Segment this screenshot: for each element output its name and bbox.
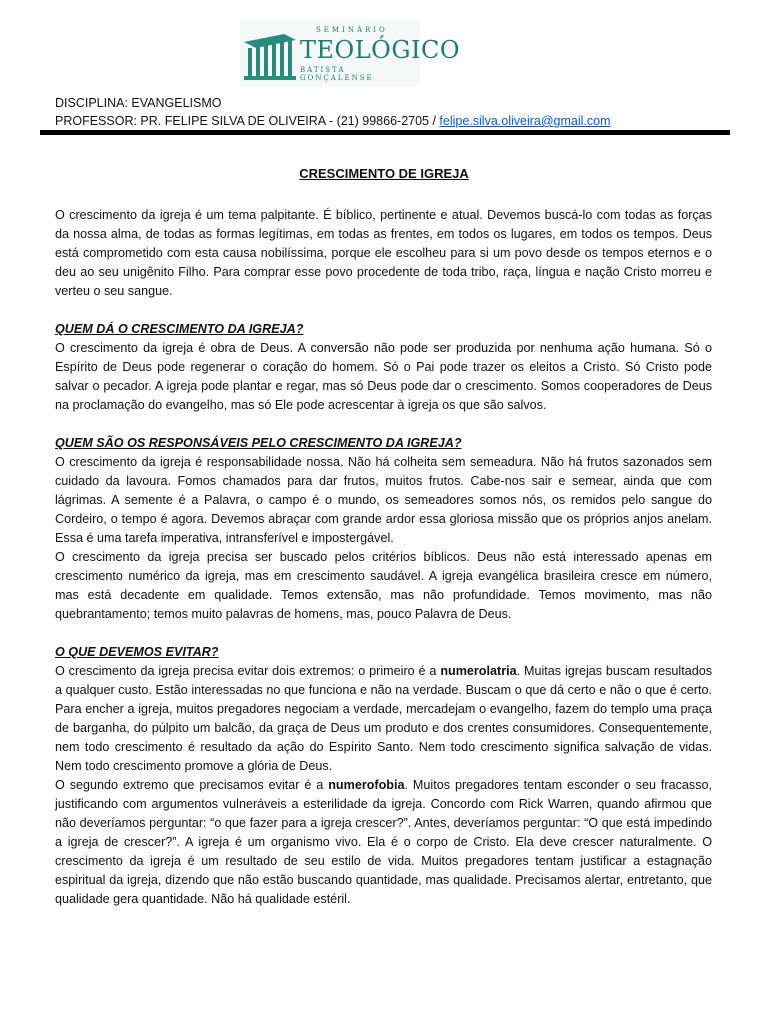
paragraph-text: O crescimento da igreja precisa evitar dois extremos: o primeiro é a [55,664,441,678]
logo-line-3: BATISTA GONÇALENSE [300,66,374,82]
document-header [55,94,611,130]
emphasis-term: numerolatria [440,664,517,678]
building-icon [240,20,300,86]
professor-line [55,112,611,130]
page-title: CRESCIMENTO DE IGREJA [299,166,469,181]
seminary-logo [240,20,461,86]
body-paragraph [55,776,712,909]
section-heading: QUEM SÃO OS RESPONSÁVEIS PELO CRESCIMENTO DA IGREJA? [55,436,462,450]
document-body [55,206,712,909]
body-paragraph [55,662,712,776]
logo-line-2: TEOLÓGICO [300,36,461,64]
professor-text: PROFESSOR: PR. FELIPE SILVA DE OLIVEIRA - (21) 99866-2705 / [55,114,440,128]
header-divider [40,130,730,135]
discipline-line: DISCIPLINA: EVANGELISMO [55,96,222,110]
paragraph-text: O segundo extremo que precisamos evitar é a [55,778,329,792]
section-heading: O QUE DEVEMOS EVITAR? [55,645,219,659]
logo-line-1: SEMINÁRIO [316,26,388,34]
emphasis-term: numerofobia [328,778,405,792]
intro-paragraph: O crescimento da igreja é um tema palpitante. É bíblico, pertinente e atual. Devemos buscá-lo com todas as forças da nossa alma, de todas as formas legítimas, em todas as frentes, em todos os lugares, em todos os tempos. Deus está comprometido com esta causa nobilíssima, porque ele escolheu para si um povo desde os tempos eternos e o deu ao seu unigênito Filho. Para comprar esse povo procedente de toda tribo, raça, língua e nação Cristo morreu e verteu o seu sangue. [55,208,712,298]
paragraph-text: . Muitas igrejas buscam resultados a qualquer custo. Estão interessadas no que funciona e não na verdade. Buscam o que dá certo e não o que é certo. Para encher a igreja, muitos pregadores negociam a verdade, mercadejam o evangelho, fazem do templo uma praça de barganha, do púlpito um balcão, da graça de Deus um produto e dos crentes consumidores. Consequentemente, nem todo crescimento é resultado da ação do Espírito Santo. Nem todo crescimento significa salvação de vidas. Nem todo crescimento promove a glória de Deus. [55,664,713,773]
body-paragraph: O crescimento da igreja precisa ser buscado pelos critérios bíblicos. Deus não está interessado apenas em crescimento numérico da igreja, mas em crescimento saudável. A igreja evangélica brasileira cresce em número, mas está decadente em qualidade. Temos extensão, mas não profundidade. Temos movimento, mas não quebrantamento; temos muito palavras de homens, mas, pouco Palavra de Deus. [55,550,712,621]
section-heading: QUEM DÁ O CRESCIMENTO DA IGREJA? [55,322,304,336]
email-link[interactable]: felipe.silva.oliveira@gmail.com [439,114,611,128]
paragraph-text: . Muitos pregadores tentam esconder o seu fracasso, justificando com argumentos vulneráveis a esterilidade da igreja. Concordo com Rick Warren, quando afirmou que não deveríamos perguntar: “o que fazer para a igreja crescer?”. Antes, deveríamos perguntar: “O que está impedindo a igreja de crescer?”. A igreja é um organismo vivo. Ela é o corpo de Cristo. Ela deve crescer naturalmente. O crescimento da igreja é um resultado de seu estilo de vida. Muitos pregadores tentam justificar a estagnação espiritual da igreja, dizendo que não estão buscando quantidade, mas qualidade. Precisamos alertar, entretanto, que qualidade gera quantidade. Não há qualidade estéril. [55,778,712,906]
body-paragraph: O crescimento da igreja é obra de Deus. A conversão não pode ser produzida por nenhuma ação humana. Só o Espírito de Deus pode regenerar o coração do homem. Só o Pai pode trazer os eleitos a Cristo. Só Cristo pode salvar o pecador. A igreja pode plantar e regar, mas só Deus pode dar o crescimento. Somos cooperadores de Deus na proclamação do evangelho, mas só Ele pode acrescentar à igreja os que são salvos. [55,341,712,412]
body-paragraph: O crescimento da igreja é responsabilidade nossa. Não há colheita sem semeadura. Não há frutos sazonados sem cuidado da lavoura. Fomos chamados para dar frutos, muitos frutos. Cabe-nos sair e semear, ainda que com lágrimas. A semente é a Palavra, o campo é o mundo, os semeadores somos nós, os remidos pelo sangue do Cordeiro, o tempo é agora. Devemos abraçar com grande ardor essa gloriosa missão que os próprios anjos anelam. Essa é uma tarefa imperativa, intransferível e impostergável. [55,455,712,545]
